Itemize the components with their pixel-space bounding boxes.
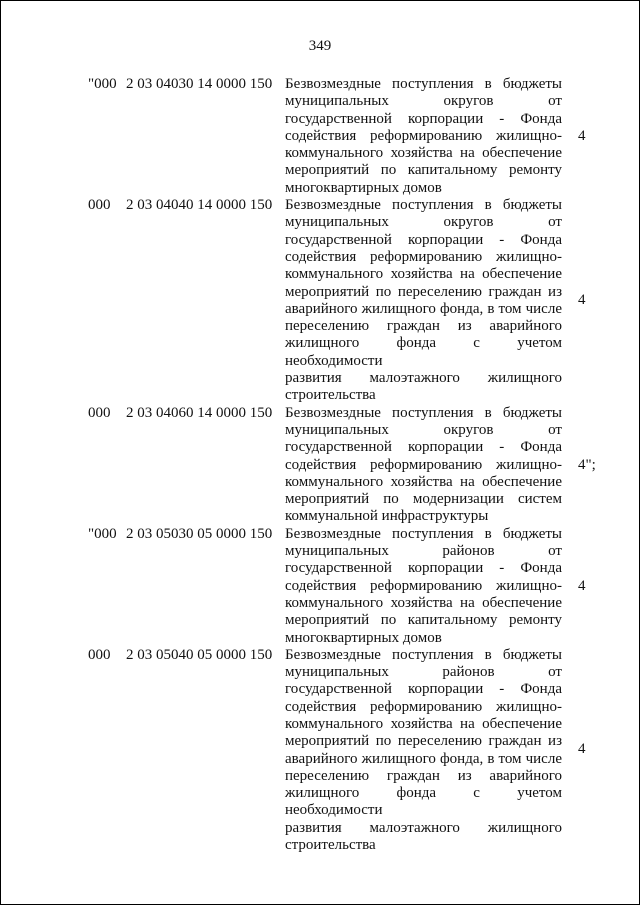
description-line: жилищного фонда с учетом необходимости [285,335,562,369]
description-line: коммунального хозяйства на обеспечение [285,715,562,732]
description-line: Безвозмездные поступления в бюджеты [285,404,562,421]
description-line: содействия реформированию жилищно- [285,698,562,715]
description-line: Безвозмездные поступления в бюджеты [285,646,562,663]
amount-value: 4 [578,291,586,308]
description-line: мероприятий по капитальному ремонту [285,612,562,629]
description-line: Безвозмездные поступления в бюджеты [285,525,562,542]
description-line: мероприятий по переселению граждан из [285,283,562,300]
description-line: коммунального хозяйства на обеспечение [285,594,562,611]
description-line: переселению граждан из аварийного [285,318,562,335]
admin-code: 000 [88,404,111,421]
amount-value: 4"; [578,456,596,473]
description-line: аварийного жилищного фонда, в том числе [285,300,562,317]
budget-classification-code: 2 03 05030 05 0000 150 [126,525,273,542]
admin-code: 000 [88,197,111,214]
table-row [0,197,640,405]
description-line: муниципальных округов от [285,214,562,231]
table-row [0,526,640,647]
description-line: муниципальных округов от [285,421,562,438]
budget-classification-code: 2 03 04040 14 0000 150 [126,197,273,214]
amount-value: 4 [578,577,586,594]
revenue-description [285,197,562,405]
admin-code: "000 [88,76,117,92]
description-line: муниципальных районов от [285,664,562,681]
table-row [0,647,640,855]
description-line: развития малоэтажного жилищного [285,370,562,387]
description-line: государственной корпорации - Фонда [285,110,562,127]
revenue-description [285,647,562,855]
description-line: Безвозмездные поступления в бюджеты [285,197,562,214]
description-line: многоквартирных домов [285,179,442,196]
revenue-description [285,526,562,647]
description-line: коммунального хозяйства на обеспечение [285,473,562,490]
description-line: муниципальных районов от [285,543,562,560]
amount-value: 4 [578,741,586,758]
description-line: государственной корпорации - Фонда [285,231,562,248]
page-number: 349 [308,38,332,54]
budget-classification-code: 2 03 05040 05 0000 150 [126,646,273,663]
admin-code: 000 [88,646,111,663]
revenue-description [285,405,562,526]
budget-classification-code: 2 03 04060 14 0000 150 [126,404,273,421]
budget-code-table [0,76,640,854]
revenue-description [285,76,562,197]
amount-value: 4 [578,127,586,144]
description-line: муниципальных округов от [285,93,562,110]
description-line: мероприятий по модернизации систем [285,491,562,508]
description-line: строительства [285,387,376,404]
description-line: переселению граждан из аварийного [285,767,562,784]
description-line: содействия реформированию жилищно- [285,127,562,144]
description-line: развития малоэтажного жилищного [285,819,562,836]
description-line: государственной корпорации - Фонда [285,560,562,577]
description-line: государственной корпорации - Фонда [285,439,562,456]
description-line: жилищного фонда с учетом необходимости [285,785,562,819]
description-line: содействия реформированию жилищно- [285,248,562,265]
budget-classification-code: 2 03 04030 14 0000 150 [126,76,273,92]
description-line: содействия реформированию жилищно- [285,456,562,473]
description-line: коммунальной инфраструктуры [285,508,489,525]
table-row [0,405,640,526]
description-line: строительства [285,837,376,854]
description-line: многоквартирных домов [285,629,442,646]
description-line: мероприятий по капитальному ремонту [285,162,562,179]
admin-code: "000 [88,525,117,542]
description-line: коммунального хозяйства на обеспечение [285,266,562,283]
description-line: Безвозмездные поступления в бюджеты [285,76,562,92]
description-line: коммунального хозяйства на обеспечение [285,145,562,162]
description-line: содействия реформированию жилищно- [285,577,562,594]
description-line: аварийного жилищного фонда, в том числе [285,750,562,767]
description-line: мероприятий по переселению граждан из [285,733,562,750]
table-row [0,76,640,197]
description-line: государственной корпорации - Фонда [285,681,562,698]
